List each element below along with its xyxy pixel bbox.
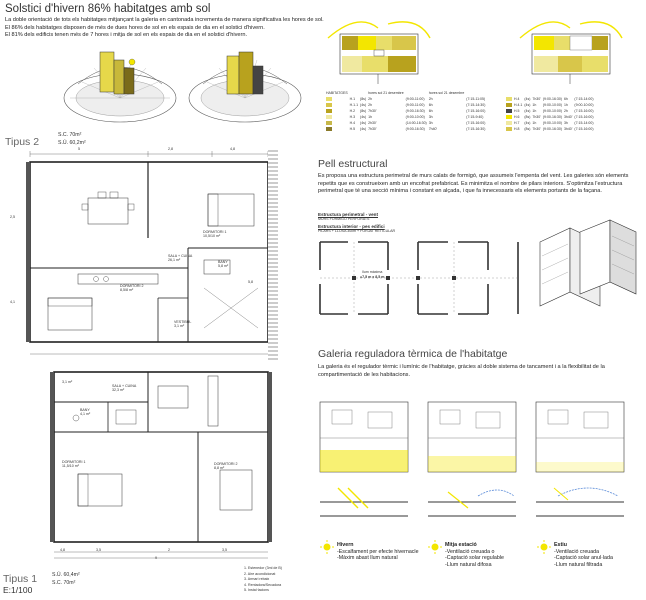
room-label: SALA + CUINA 26,1 m² [168, 254, 193, 262]
plan-area-su: S.Ú. 60,2m² [58, 140, 86, 146]
room-label: 3,1 m² [62, 380, 73, 384]
plan-area-su: S.Ú. 60,4m² [52, 572, 80, 578]
solar-plan-left [318, 18, 438, 88]
sun-icon [428, 540, 442, 554]
dimension-label: 2 [168, 548, 170, 552]
structure-label-interior: Estructura interior - pes edifici PILARS + LLOSA 30cm + FORJAT RETICULAR [318, 224, 396, 233]
table-header: hores sol 21 desembre [368, 91, 404, 95]
table-row: H.7 (4s) 1h (9:00-10:00) 3h (7:15-14:00) [505, 120, 595, 126]
season-estiu: Estiu -Ventilació creuada -Captació solar anul·lada -Llum natural filtrada [554, 542, 613, 568]
dimension-label: 9 [155, 556, 157, 560]
plan-area-sc: S.C. 70m² [52, 580, 76, 586]
intro-line: La doble orientació de tots els habitatges mitjançant la galeria en cantonada incrementa de manera significativa les hores de sol. [5, 17, 324, 23]
room-label: SALA + CUINA 32,3 m² [112, 384, 137, 392]
table-row: H.6 (8s) 7h30' (9:00-16:30) 3h40' (7:15-16:00) [505, 114, 595, 120]
section-heading: Pell estructural [318, 158, 388, 170]
dimension-label: 5 [78, 147, 80, 151]
plan-area-sc: S.C. 70m² [58, 132, 82, 138]
sun-icon [537, 540, 551, 554]
table-row: H.8 (8s) 7h30' (9:00-16:30) 3h40' (7:15-16:00) [505, 126, 595, 132]
table-header: HABITATGES [326, 91, 348, 95]
table-row: H.4 (4s) 7h30' (9:00-16:30) 6h (7:15-14:00) [505, 96, 595, 102]
solar-plan-right [510, 18, 630, 88]
sun-path-diagram-right [185, 46, 305, 126]
dimension-label: 5,8 [248, 280, 253, 284]
table-row: H.1.1 (4s) 2h (9:00-11:00) 6h (7:15-14:30) [325, 102, 486, 108]
sun-icon [320, 540, 334, 554]
room-label: DORMITORI 2 8,5/8 m² [120, 284, 144, 292]
dimension-label: 3,5 [96, 548, 101, 552]
table-row: H.1 (8s) 2h (9:00-11:00) 2h (7:15-11:05) [325, 96, 486, 102]
solar-hours-table-right [505, 96, 595, 132]
room-label: BANY 4,1 m² [80, 408, 91, 416]
floor-plan-tipus-1 [8, 362, 308, 562]
table-row: H.4 (4s) 2h30' (14:00-16:30) 3h (7:15-16:00) [325, 120, 486, 126]
structural-axonometric [530, 212, 640, 312]
season-hivern: Hivern -Escalfament per efecte hivernacle -Màxim abast llum natural [337, 542, 419, 562]
solar-hours-table-left [325, 90, 486, 132]
table-header: hores sol 21 desembre [428, 91, 465, 95]
intro-line: El 86% dels habitatges disposen de més de dues hores de sol en els espais de dia en el solstici d'hivern. [5, 24, 265, 31]
room-label: DORMITORI 1 11,5/10 m² [62, 460, 86, 468]
section-band [268, 150, 278, 360]
intro-text [5, 17, 345, 40]
span-label: llum màxima =7,5 m x 8,5 m [360, 270, 385, 279]
floor-plan-tipus-2 [8, 148, 308, 368]
plan-type-label: Tipus 2 [5, 136, 40, 148]
page-title: Solstici d'hivern 86% habitatges amb sol [5, 3, 211, 15]
table-row: H.2 (8s) 7h30' (9:00-16:30) 6h (7:15-16:00) [325, 108, 486, 114]
plan-type-label: Tipus 1 [3, 573, 38, 585]
sun-path-diagram-left [60, 46, 180, 126]
room-label: DORMITORI 1 10,5/10 m² [203, 230, 227, 238]
swatch [326, 97, 332, 101]
table-row: H.3 (4s) 1h (9:00-10:00) 3h (7:15-9:40) [325, 114, 486, 120]
dimension-label: 2,8 [168, 147, 173, 151]
dimension-label: 3,5 [222, 548, 227, 552]
dimension-label: 4,8 [60, 548, 65, 552]
table-row: H.4.1 (4s) 1h (9:00-10:00) 1h (9:00-10:00) [505, 102, 595, 108]
table-row: H.5 (4s) 7h30' (9:00-16:30) 7h40' (7:15-16:30) [325, 126, 486, 132]
season-mitja: Mitja estació -Ventilació creuada o -Captació solar regulable -Llum natural difosa [445, 542, 504, 568]
structure-label-perimetral: Estructura perimetral - vent MURS FORMIGÓ PERFORATS [318, 212, 378, 221]
table-row: H.5 (4s) 1h (9:00-10:00) 2h (7:15-16:00) [505, 108, 595, 114]
room-label: BANY 5,8 m² [218, 260, 229, 268]
dimension-label: 2,5 [10, 215, 15, 219]
section-heading: Galeria reguladora tèrmica de l'habitatge [318, 348, 508, 360]
structural-plan [318, 240, 528, 320]
section-text: La galeria és el regulador tèrmic i lumínic de l'habitatge, gràcies al doble sistema de tancament i a la flexibilitat de la compartimentació de les habitacions. [318, 364, 605, 378]
room-label: DORMITORI 2 8,8 m² [214, 462, 238, 470]
plan-legend: 1. Estenedor (3ml de B) 2. Aire acondicionat 3. Armari rebaix 4. Rentadora/Secadora 5. Instal·lacions [244, 566, 282, 593]
section-text: Es proposa una estructura perimetral de murs calats de formigó, que assumeix l'empenta del vent. Les galeries són elements repetits que es construeixen amb un encofrat prefabricat. Es minimitza el nombre de pilars interiors. S'optimitza l'estructura perimetral que té una secció mínima i constant en alçada, i que fa innecessaris els elements portants de la façana. [318, 173, 629, 195]
plan-scale: E:1/100 [3, 585, 33, 595]
dimension-label: 4,1 [10, 300, 15, 304]
dimension-label: 4,8 [230, 147, 235, 151]
room-label: VESTIBUL 3,1 m² [174, 320, 192, 328]
intro-line: El 81% dels edificis tenen més de 7 hores i mitja de sol en els espais de dia en el solstici d'hivern. [5, 32, 248, 39]
galeria-perspectives [318, 398, 646, 478]
galeria-sections [318, 486, 646, 534]
